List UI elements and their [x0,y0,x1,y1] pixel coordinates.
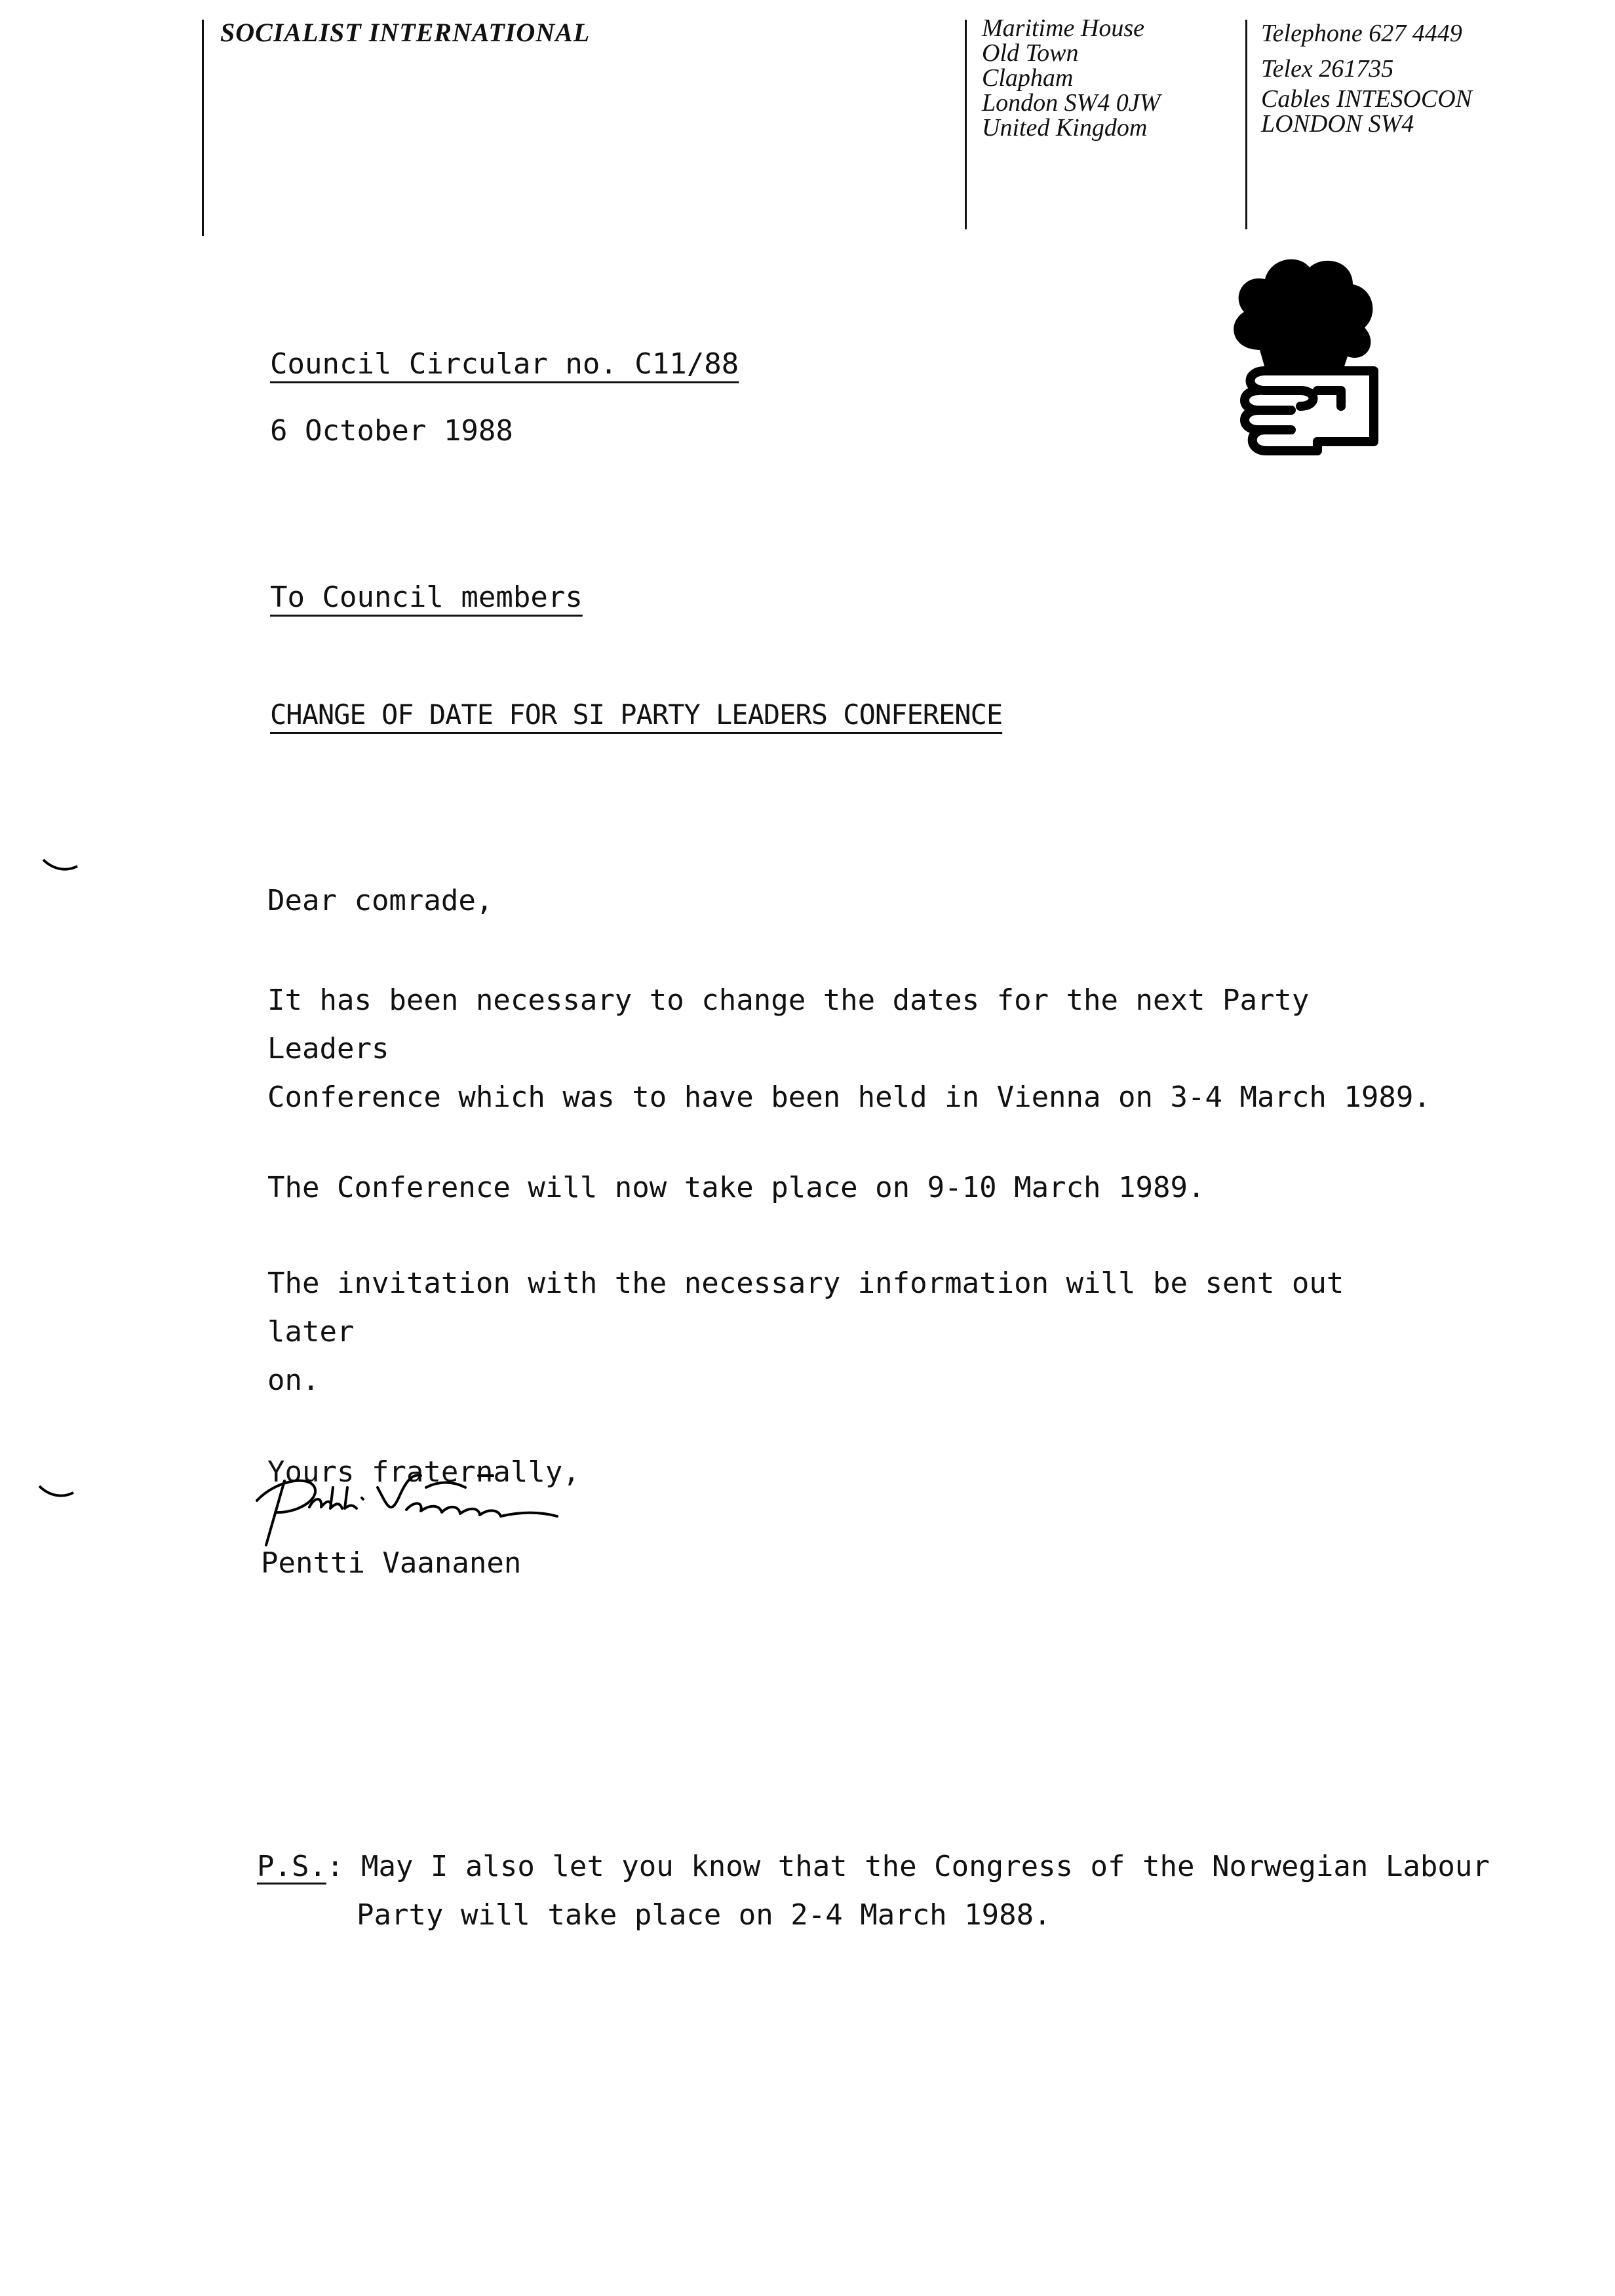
letter-body [267,877,1447,1548]
address-line: Clapham [982,64,1074,92]
body-paragraph-1-line-1: It has been necessary to change the dates for the next Party Leaders [267,984,1310,1065]
body-paragraph-1-line-2: Conference which was to have been held in Vienna on 3-4 March 1989. [267,1081,1431,1114]
body-paragraph-3 [267,1259,1447,1405]
circular-date: 6 October 1988 [270,414,513,448]
salutation: Dear comrade, [267,884,494,917]
postscript [257,1843,1502,1940]
recipient-line: To Council members [270,581,583,614]
margin-mark-icon [37,1482,76,1502]
address-block [982,16,1160,140]
postscript-line-2: Party will take place on 2-4 March 1988. [357,1898,1051,1932]
contact-cables: Cables INTESOCON [1261,85,1472,113]
address-line: London SW4 0JW [982,89,1161,117]
organization-name: SOCIALIST INTERNATIONAL [220,18,591,47]
body-paragraph-3-line-1: The invitation with the necessary information will be sent out later [267,1267,1344,1349]
circular-reference: Council Circular no. C11/88 [270,347,739,381]
signer-name: Pentti Vaananen [261,1546,522,1580]
body-paragraph-1 [267,976,1447,1122]
contact-block [1261,16,1472,136]
handwritten-signature [249,1461,616,1546]
closing: Yours fraternally, [267,1455,580,1489]
contact-telephone: Telephone 627 4449 [1261,20,1462,47]
header-rule-left [202,20,204,236]
contact-cables-city: LONDON SW4 [1261,110,1414,138]
body-paragraph-2: The Conference will now take place on 9-10 March 1989. [267,1171,1205,1204]
contact-telex: Telex 261735 [1261,55,1394,83]
header-rule-right [1245,20,1247,229]
postscript-text-1: : May I also let you know that the Congress of the Norwegian Labour [326,1850,1490,1883]
address-line: Maritime House [982,14,1145,42]
postscript-label: P.S. [257,1850,326,1883]
subject-line: CHANGE OF DATE FOR SI PARTY LEADERS CONFERENCE [270,698,1003,731]
body-paragraph-3-line-2: on. [267,1364,320,1397]
address-line: Old Town [982,39,1079,67]
margin-mark-icon [41,856,80,875]
address-line: United Kingdom [982,114,1148,142]
header-rule-middle [965,20,967,229]
fist-with-rose-icon [1219,252,1390,474]
postscript-line-1 [257,1843,1502,1891]
